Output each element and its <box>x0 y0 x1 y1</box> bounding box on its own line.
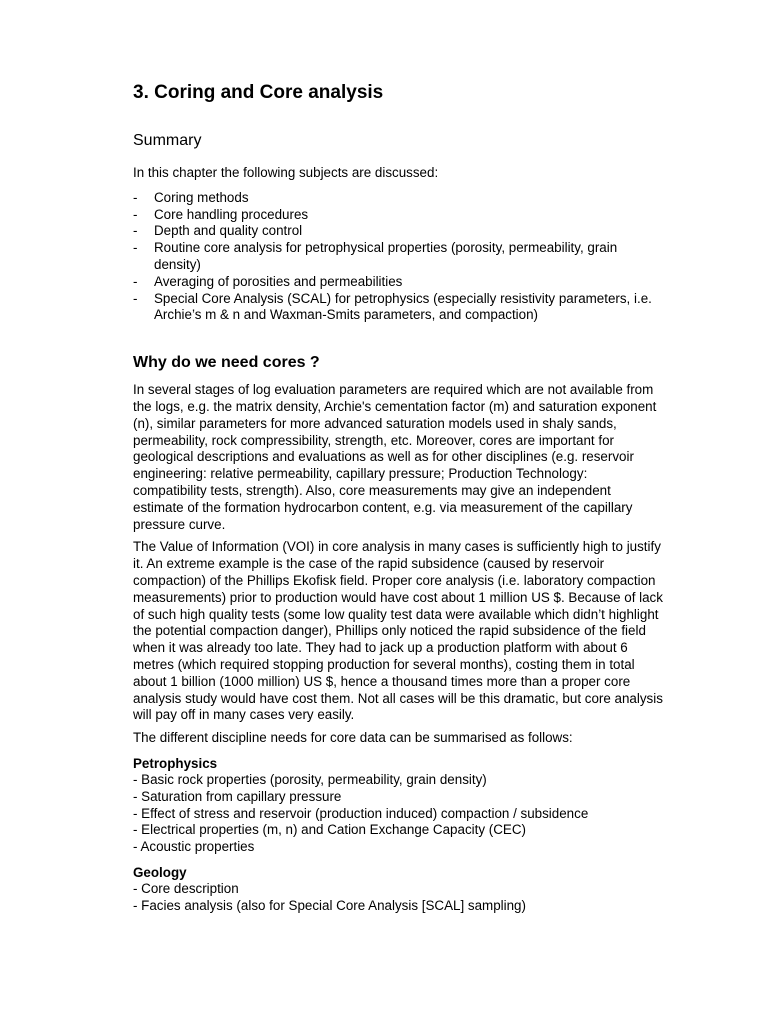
page-content <box>133 80 663 914</box>
summary-item: - Special Core Analysis (SCAL) for petrophysics (especially resistivity parameters, i.e. Archie’s m & n and Waxman-Smits parameters, and compaction) <box>133 291 663 325</box>
summary-item: - Routine core analysis for petrophysical properties (porosity, permeability, grain density) <box>133 240 663 274</box>
why-paragraph: In several stages of log evaluation parameters are required which are not available from the logs, e.g. the matrix density, Archie's cementation factor (m) and saturation exponent (n), similar parameters for more advanced saturation models used in shaly sands, permeability, rock compressibility, strength, etc. Moreover, cores are important for geological descriptions and evaluations as well as for other disciplines (e.g. reservoir engineering: relative permeability, capillary pressure; Production Technology: compatibility tests, strength). Also, core measurements may give an independent estimate of the formation hydrocarbon content, e.g. via measurement of the capillary pressure curve. <box>133 382 657 532</box>
discipline-heading-petrophysics: Petrophysics <box>133 755 218 771</box>
discipline-item: - Basic rock properties (porosity, permeability, grain density) <box>133 771 487 787</box>
summary-intro: In this chapter the following subjects are discussed: <box>133 165 439 180</box>
why-paragraph: The Value of Information (VOI) in core analysis in many cases is sufficiently high to justify it. An extreme example is the case of the rapid subsidence (caused by reservoir compaction) of the Phillips Ekofisk field. Proper core analysis (i.e. laboratory compaction measurements) prior to production would have cost about 1 million US $. Because of lack of such high quality tests (some low quality test data were available which didn’t highlight the potential compaction danger), Phillips only noticed the rapid subsidence of the field when it was already too late. They had to jack up a production platform with about 6 metres (which required stopping production for several months), costing them in total about 1 billion (1000 million) US $, hence a thousand times more than a proper core analysis study would have cost them. Not all cases will be this dramatic, but core analysis will pay off in many cases very easily. <box>133 539 663 723</box>
geology-list <box>133 881 663 915</box>
discipline-item: - Facies analysis (also for Special Core Analysis [SCAL] sampling) <box>133 897 526 913</box>
summary-item: - Averaging of porosities and permeabilities <box>133 274 663 291</box>
summary-list <box>133 190 663 324</box>
why-cores-heading: Why do we need cores ? <box>133 354 320 372</box>
discipline-heading-geology: Geology <box>133 864 187 880</box>
petrophysics-list <box>133 772 663 856</box>
summary-item: - Core handling procedures <box>133 207 663 224</box>
discipline-item: - Effect of stress and reservoir (production induced) compaction / subsidence <box>133 805 589 821</box>
discipline-item: - Saturation from capillary pressure <box>133 788 342 804</box>
summary-item: - Depth and quality control <box>133 223 663 240</box>
discipline-item: - Acoustic properties <box>133 839 255 855</box>
summary-heading: Summary <box>133 132 202 149</box>
discipline-item: - Core description <box>133 880 239 896</box>
summary-item: - Coring methods <box>133 190 663 207</box>
discipline-item: - Electrical properties (m, n) and Cation Exchange Capacity (CEC) <box>133 822 526 838</box>
chapter-title: 3. Coring and Core analysis <box>133 82 384 103</box>
why-paragraph: The different discipline needs for core data can be summarised as follows: <box>133 730 573 746</box>
